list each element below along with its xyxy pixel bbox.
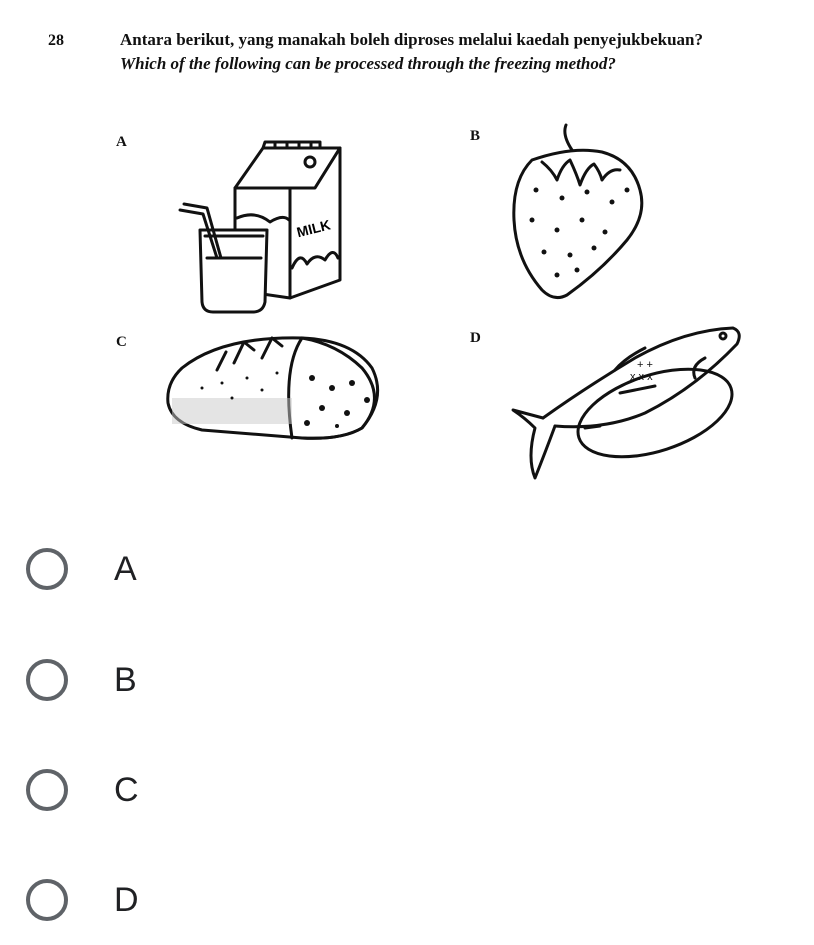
choice-d-label: D bbox=[114, 880, 139, 919]
choice-a[interactable] bbox=[26, 541, 326, 597]
choice-a-radio[interactable] bbox=[26, 548, 68, 590]
choice-d[interactable] bbox=[26, 872, 326, 928]
figure-label-a: A bbox=[116, 134, 127, 150]
choice-c-label: C bbox=[114, 770, 139, 809]
bread-loaf-image bbox=[162, 328, 392, 443]
choice-a-label: A bbox=[114, 549, 137, 588]
fish-on-plate-image bbox=[505, 318, 750, 486]
choice-b-label: B bbox=[114, 660, 137, 699]
choice-c-radio[interactable] bbox=[26, 769, 68, 811]
question-text-malay: Antara berikut, yang manakah boleh diproses melalui kaedah penyejukbekuan? bbox=[120, 30, 704, 49]
svg-text:x x x: x x x bbox=[630, 371, 653, 383]
milk-label: MILK bbox=[295, 216, 333, 241]
figure-label-d: D bbox=[470, 330, 481, 346]
svg-text:+ +: + + bbox=[637, 359, 653, 371]
choice-b-radio[interactable] bbox=[26, 659, 68, 701]
figure-label-b: B bbox=[470, 128, 481, 144]
strawberry-image bbox=[502, 120, 652, 305]
choice-d-radio[interactable] bbox=[26, 879, 68, 921]
figure-label-c: C bbox=[116, 334, 127, 350]
choice-b[interactable] bbox=[26, 652, 326, 708]
question-text-english: Which of the following can be processed through the freezing method? bbox=[120, 54, 616, 73]
milk-carton-and-glass-image bbox=[175, 140, 350, 315]
question-text bbox=[120, 28, 810, 76]
choice-c[interactable] bbox=[26, 762, 326, 818]
question-number: 28 bbox=[48, 32, 64, 49]
